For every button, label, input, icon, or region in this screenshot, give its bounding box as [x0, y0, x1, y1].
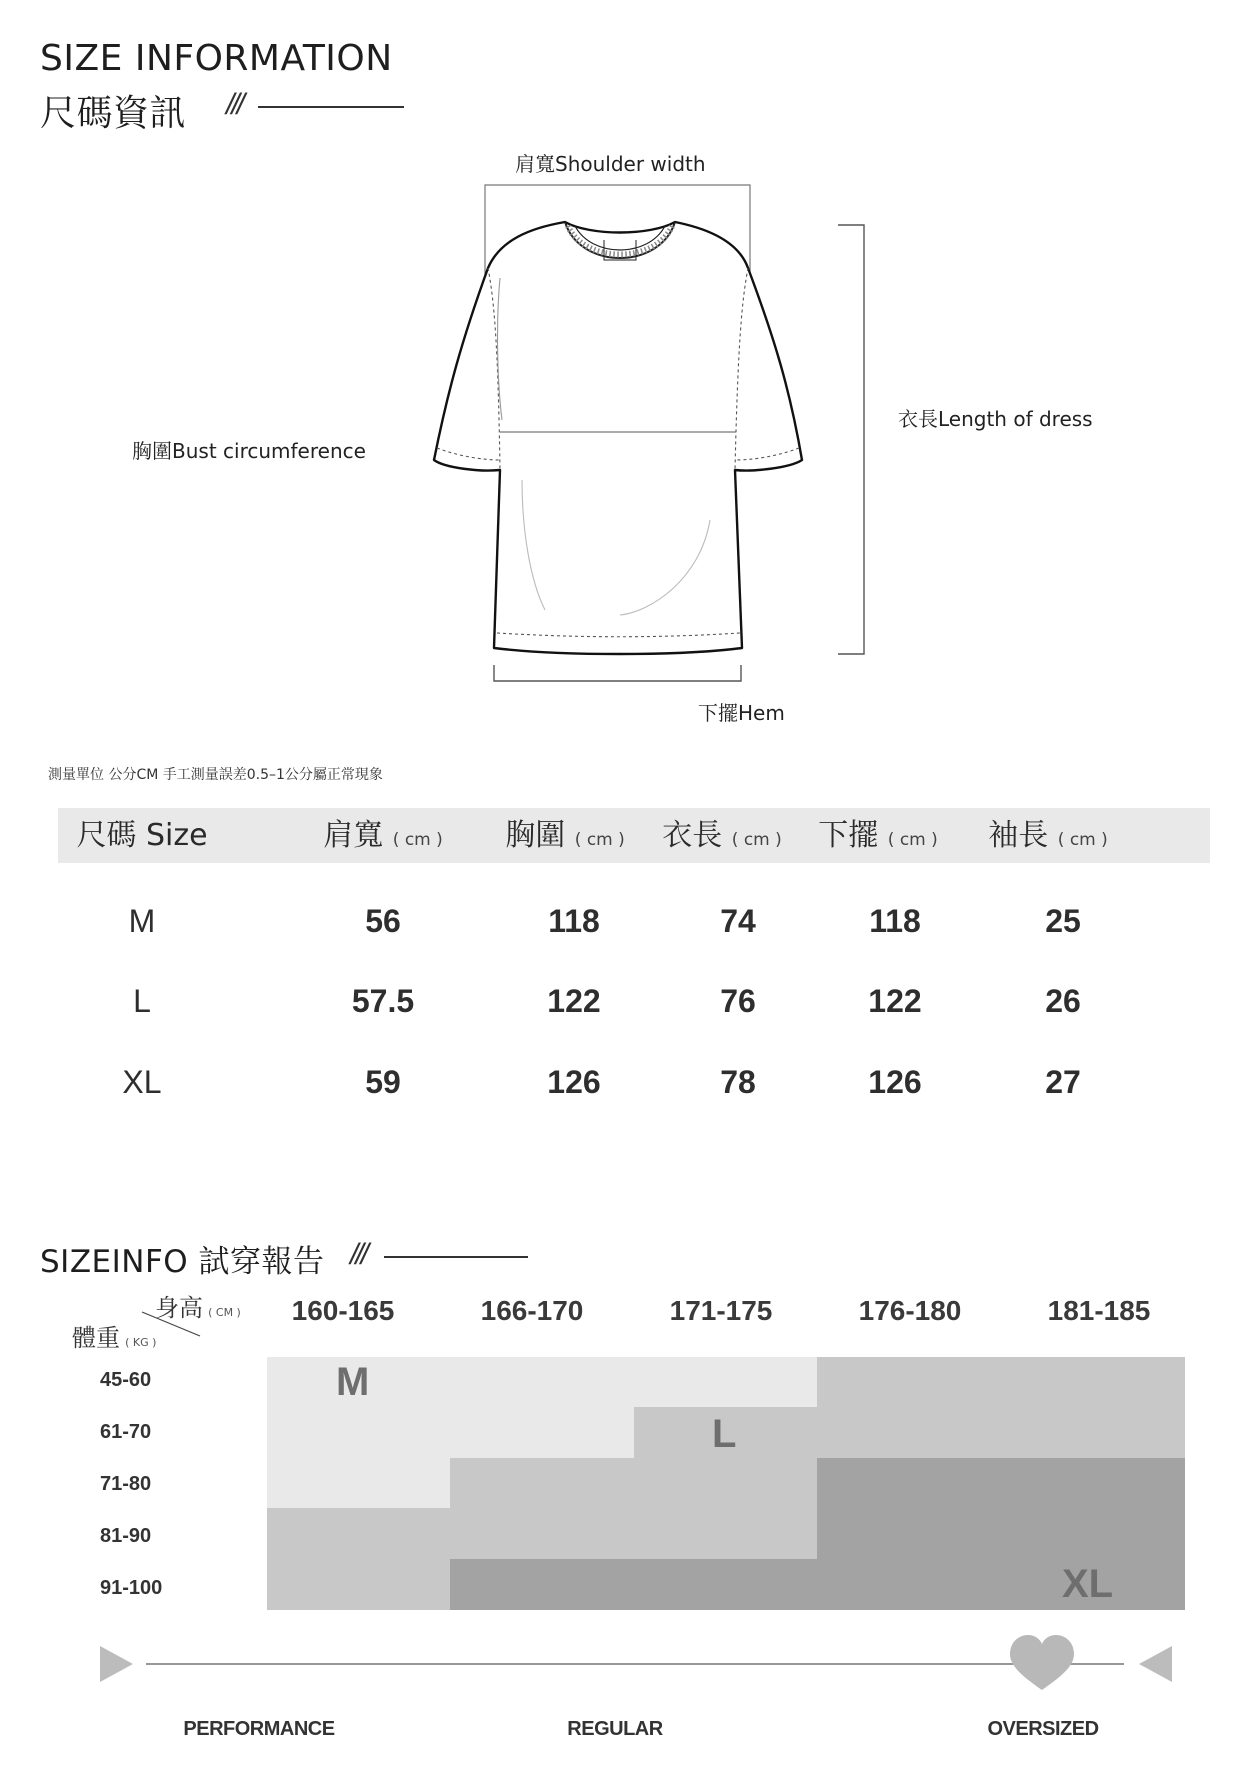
fit-grid-cell [1001, 1357, 1185, 1408]
table-cell-size: L [133, 983, 151, 1019]
height-range: 160-165 [291, 1295, 395, 1326]
table-cell-size: M [128, 903, 156, 939]
fit-grid-cell [450, 1508, 634, 1559]
fit-label-oversized: OVERSIZED [987, 1718, 1099, 1740]
header-hem-label: 下擺 [818, 818, 879, 853]
fit-grid-cell [1001, 1458, 1185, 1509]
fit-grid-cell [267, 1458, 451, 1509]
fit-grid-cell [450, 1559, 634, 1610]
weight-range: 45-60 [100, 1369, 152, 1391]
header-bust [505, 808, 625, 863]
header-shoulder-unit: ( cm ) [392, 830, 443, 850]
table-cell: 56 [365, 903, 401, 939]
height-range: 176-180 [858, 1295, 962, 1326]
fit-grid-cell [634, 1508, 818, 1559]
height-label: 身高 [155, 1294, 203, 1322]
header-shoulder [323, 808, 443, 863]
weight-label: 體重 [72, 1324, 120, 1352]
page-title-zh: 尺碼資訊 [40, 93, 187, 134]
fit-grid-cell [634, 1559, 818, 1610]
hem-label: 下擺Hem [698, 701, 785, 725]
header-bust-unit: ( cm ) [574, 830, 625, 850]
table-cell: 122 [868, 983, 922, 1019]
axis-divider [140, 1310, 205, 1340]
header-hem [818, 808, 938, 863]
fit-report-slashes: /// [350, 1238, 367, 1271]
header-sleeve-label: 袖長 [988, 818, 1049, 853]
fit-grid-cell [817, 1407, 1001, 1458]
hem-bracket [494, 665, 741, 681]
shoulder-width-label: 肩寬Shoulder width [515, 152, 706, 176]
weight-range: 61-70 [100, 1421, 152, 1443]
length-bracket [838, 225, 864, 654]
fit-scale [0, 1630, 1258, 1710]
fit-grid-cell [1001, 1508, 1185, 1559]
fit-grid-cell [450, 1407, 634, 1458]
fit-grid-cell [267, 1559, 451, 1610]
tshirt-diagram [0, 0, 1258, 760]
fit-grid-cell [1001, 1407, 1185, 1458]
table-cell: 27 [1045, 1064, 1081, 1100]
tshirt-outline [434, 222, 802, 654]
table-cell: 57.5 [351, 983, 415, 1019]
fit-grid-cell [634, 1357, 818, 1408]
fit-grid-cell [634, 1458, 818, 1509]
fit-label-regular: REGULAR [567, 1718, 663, 1740]
fit-grid-cell [817, 1357, 1001, 1408]
heart-icon [1010, 1635, 1074, 1690]
zone-label-xl: XL [1062, 1562, 1114, 1606]
page-title-en: SIZE INFORMATION [40, 38, 393, 79]
fit-label-performance: PERFORMANCE [183, 1718, 335, 1740]
table-cell: 25 [1045, 903, 1081, 939]
fit-grid-cell [817, 1458, 1001, 1509]
table-cell: 126 [547, 1064, 601, 1100]
height-range: 171-175 [669, 1295, 773, 1326]
header-sleeve [988, 808, 1108, 863]
fit-grid-cell [450, 1458, 634, 1509]
height-range: 181-185 [1047, 1295, 1151, 1326]
header-bust-label: 胸圍 [505, 818, 566, 853]
title-slashes: /// [226, 88, 243, 121]
table-cell: 76 [720, 983, 756, 1019]
weight-range: 81-90 [100, 1525, 152, 1547]
fit-report-title: SIZEINFO 試穿報告 [40, 1244, 325, 1280]
fit-report-underline [384, 1256, 528, 1258]
header-shoulder-label: 肩寬 [323, 818, 384, 853]
size-table-header [58, 808, 1210, 863]
table-cell: 118 [548, 903, 600, 939]
table-cell: 122 [547, 983, 601, 1019]
fit-grid [267, 1357, 1184, 1609]
table-cell: 59 [365, 1064, 401, 1100]
weight-unit: ( KG ) [125, 1336, 157, 1349]
header-length-label: 衣長 [662, 818, 723, 853]
table-cell: 26 [1045, 983, 1081, 1019]
header-size [76, 808, 207, 863]
weight-range: 71-80 [100, 1473, 152, 1495]
zone-label-l: L [712, 1412, 737, 1456]
fit-grid-cell [817, 1508, 1001, 1559]
zone-label-m: M [336, 1360, 370, 1404]
play-right-icon [100, 1646, 133, 1682]
measurement-note: 測量單位 公分CM 手工測量誤差0.5–1公分屬正常現象 [48, 767, 383, 783]
fit-grid-cell [267, 1407, 451, 1458]
bust-label: 胸圍Bust circumference [132, 439, 366, 463]
header-length [662, 808, 782, 863]
table-cell: 126 [868, 1064, 922, 1100]
header-hem-unit: ( cm ) [887, 830, 938, 850]
fit-grid-cell [450, 1357, 634, 1408]
fit-grid-cell [817, 1559, 1001, 1610]
height-range: 166-170 [480, 1295, 584, 1326]
table-cell: 74 [720, 903, 756, 939]
header-size-label: 尺碼 Size [76, 818, 208, 853]
length-label: 衣長Length of dress [898, 407, 1093, 431]
weight-range: 91-100 [100, 1577, 163, 1599]
header-sleeve-unit: ( cm ) [1057, 830, 1108, 850]
height-unit: ( CM ) [208, 1306, 241, 1319]
header-length-unit: ( cm ) [731, 830, 782, 850]
fit-grid-cell [267, 1508, 451, 1559]
table-cell: 78 [720, 1064, 756, 1100]
play-left-icon [1139, 1646, 1172, 1682]
table-cell: 118 [869, 903, 921, 939]
table-cell-size: XL [122, 1064, 162, 1100]
